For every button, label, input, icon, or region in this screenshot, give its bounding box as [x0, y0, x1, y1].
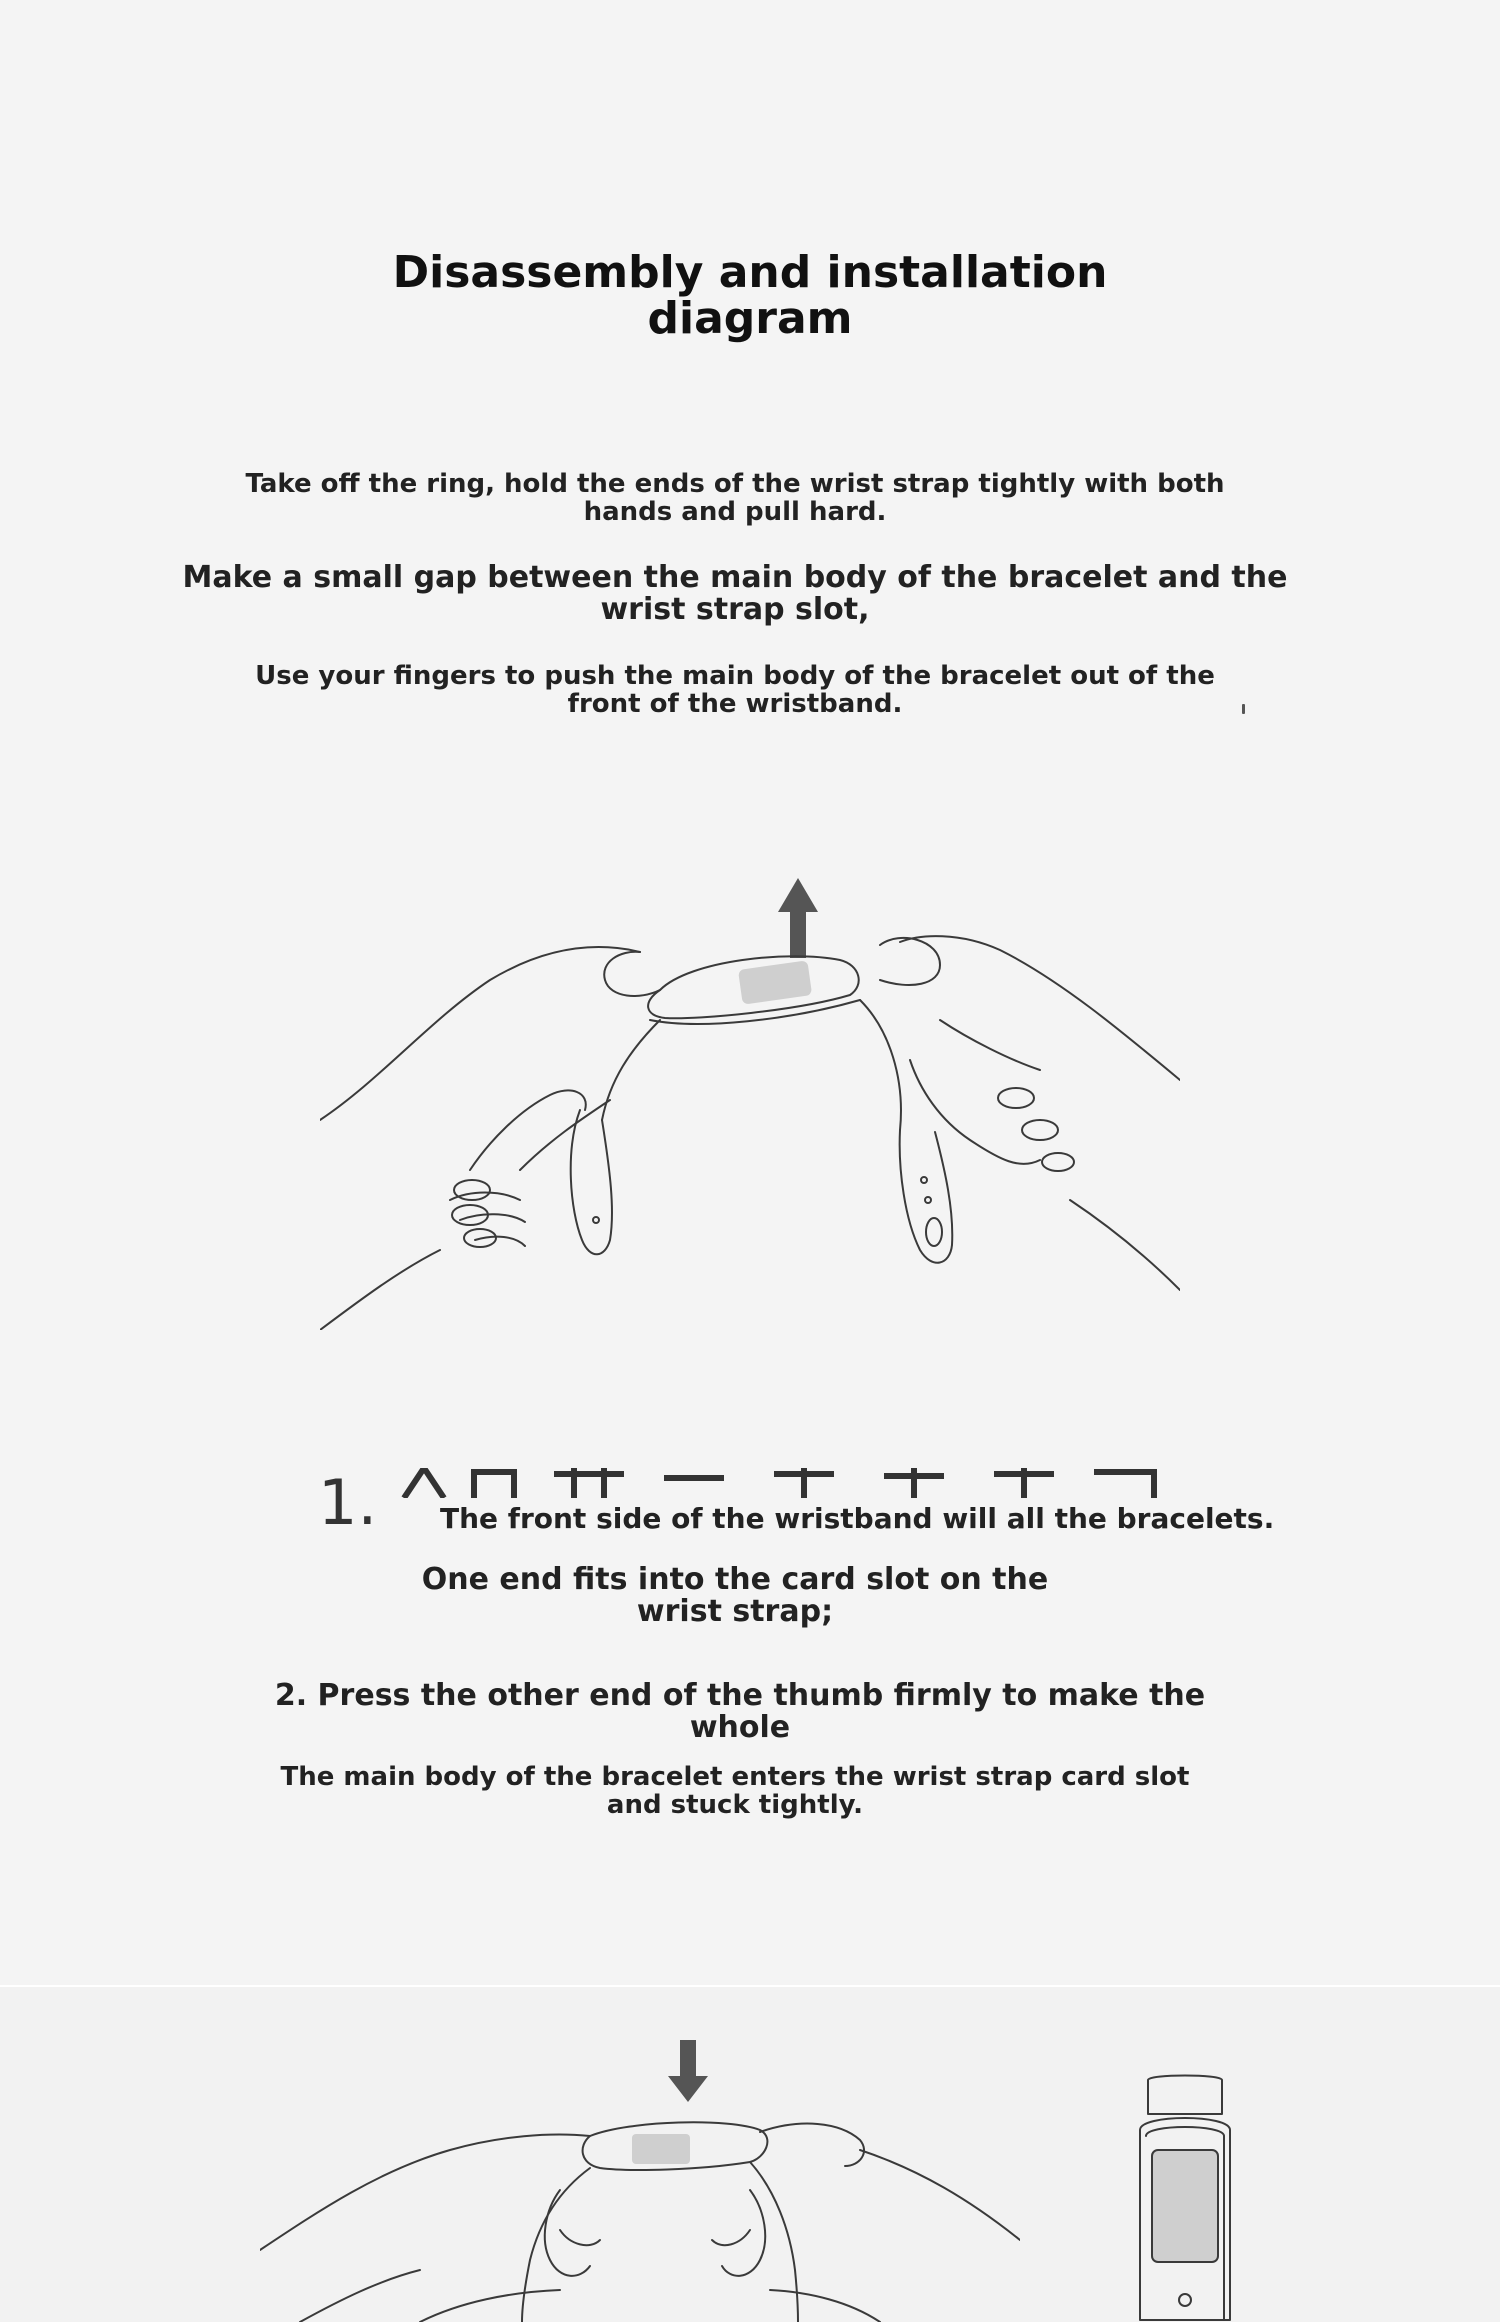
removal-step-c: Use your fingers to push the main body of the bracelet out of the front of the wristband.	[255, 661, 1215, 719]
cropped-caption-remnant	[394, 1468, 1194, 1498]
stray-mark	[1242, 704, 1245, 714]
up-arrow-icon	[778, 878, 818, 958]
removal-step-b: Make a small gap between the main body of the bracelet and the wrist strap slot,	[182, 560, 1288, 627]
install-line-a: The front side of the wristband will all the bracelets.	[440, 1502, 1275, 1535]
page-title: Disassembly and installation diagram	[392, 247, 1108, 344]
removal-step-a: Take off the ring, hold the ends of the wrist strap tightly with both hands and pull hard.	[245, 469, 1225, 527]
down-arrow-icon	[668, 2040, 708, 2102]
install-line-c: 2. Press the other end of the thumb firmly to make the whole	[274, 1678, 1206, 1745]
assembled-band-illustration	[1130, 2070, 1240, 2322]
removal-illustration	[320, 870, 1180, 1330]
install-illustration	[260, 2040, 1020, 2322]
install-line-b: One end fits into the card slot on the wrist strap;	[421, 1562, 1049, 1629]
install-line-d: The main body of the bracelet enters the wrist strap card slot and stuck tightly.	[280, 1762, 1190, 1820]
step-number: 1.	[318, 1466, 378, 1539]
